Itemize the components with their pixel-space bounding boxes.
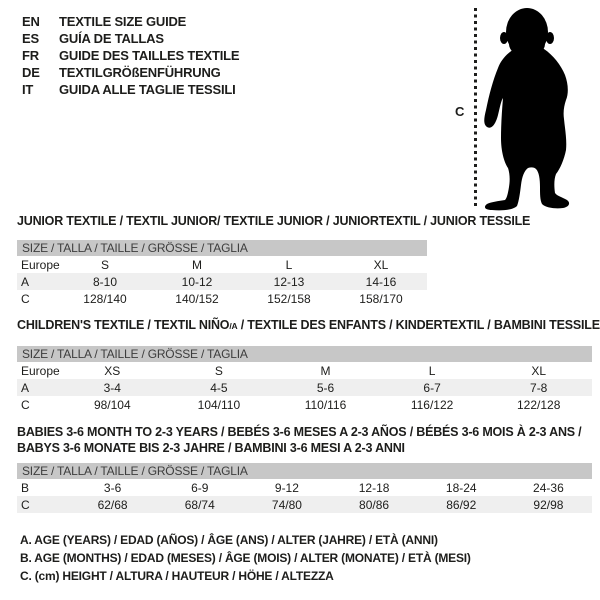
table-cell: 104/110 bbox=[197, 397, 241, 412]
row-label-cell: C bbox=[21, 291, 30, 306]
babies-textile-table bbox=[17, 424, 592, 513]
table-cell: M bbox=[320, 363, 331, 378]
table-cell: 4-5 bbox=[210, 380, 228, 395]
table-cell: 18-24 bbox=[445, 480, 477, 495]
lang-row-de bbox=[22, 64, 239, 81]
table-rows bbox=[17, 362, 592, 413]
table-cell: 14-16 bbox=[365, 274, 397, 289]
table-cell: 122/128 bbox=[516, 397, 561, 412]
table-title: JUNIOR TEXTILE / TEXTIL JUNIOR/ TEXTILE JUNIOR / JUNIORTEXTIL / JUNIOR TESSILE bbox=[17, 214, 531, 228]
row-label-cell: C bbox=[21, 397, 30, 412]
table-cell: 3-6 bbox=[103, 480, 122, 495]
table-cell: 68/74 bbox=[184, 497, 215, 512]
row-label-cell: Europe bbox=[21, 257, 60, 272]
table-title bbox=[17, 318, 600, 333]
table-row bbox=[17, 479, 592, 496]
row-label-cell: B bbox=[21, 480, 30, 495]
lang-row-en bbox=[22, 13, 239, 30]
toddler-silhouette-icon bbox=[478, 2, 582, 214]
table-rows bbox=[17, 479, 592, 513]
table-cell: 10-12 bbox=[181, 274, 213, 289]
title-rest: / TEXTILE DES ENFANTS / KINDERTEXTIL / BAMBINI TESSILE bbox=[237, 318, 600, 332]
size-header-bar: SIZE / TALLA / TAILLE / GRÖSSE / TAGLIA bbox=[17, 346, 592, 362]
row-label-cell: Europe bbox=[21, 363, 60, 378]
table-cell: 86/92 bbox=[446, 497, 477, 512]
lang-code: ES bbox=[22, 31, 39, 46]
table-cell: 7-8 bbox=[530, 380, 548, 395]
footnotes bbox=[20, 531, 471, 585]
table-cell: 110/116 bbox=[304, 397, 347, 412]
table-cell: 6-9 bbox=[191, 480, 209, 495]
table-cell: XS bbox=[104, 363, 121, 378]
table-cell: L bbox=[285, 257, 293, 272]
title-line1: BABIES 3-6 MONTH TO 2-3 YEARS / BEBÉS 3-6 MESES A 2-3 AÑOS / BÉBÉS 3-6 MOIS À 2-3 ANS / bbox=[17, 425, 582, 439]
table-cell: 9-12 bbox=[274, 480, 299, 495]
table-cell: 80/86 bbox=[359, 497, 390, 512]
title-subscript: /A bbox=[229, 321, 238, 331]
height-measure-label: C bbox=[455, 104, 465, 119]
table-cell: 12-18 bbox=[358, 480, 390, 495]
size-header-bar: SIZE / TALLA / TAILLE / GRÖSSE / TAGLIA bbox=[17, 240, 427, 256]
footnote-c: C. (cm) HEIGHT / ALTURA / HAUTEUR / HÖHE / ALTEZZA bbox=[20, 569, 334, 583]
table-cell: 152/158 bbox=[267, 291, 311, 306]
table-cell: 140/152 bbox=[175, 291, 219, 306]
lang-title: GUÍA DE TALLAS bbox=[59, 31, 164, 46]
row-label-cell: C bbox=[21, 497, 30, 512]
row-label-cell: A bbox=[21, 380, 30, 395]
table-title bbox=[17, 424, 592, 456]
footnote-b: B. AGE (MONTHS) / EDAD (MESES) / ÂGE (MOIS) / ALTER (MONATE) / ETÀ (MESI) bbox=[20, 551, 471, 565]
table-cell: 74/80 bbox=[271, 497, 302, 512]
row-label-cell: A bbox=[21, 274, 30, 289]
table-cell: 158/170 bbox=[359, 291, 403, 306]
table-row bbox=[17, 362, 592, 379]
size-header-bar: SIZE / TALLA / TAILLE / GRÖSSE / TAGLIA bbox=[17, 463, 592, 479]
table-cell: 3-4 bbox=[103, 380, 121, 395]
table-cell: 128/140 bbox=[83, 291, 127, 306]
table-cell: 12-13 bbox=[273, 274, 305, 289]
table-cell: 98/104 bbox=[93, 397, 131, 412]
table-row bbox=[17, 379, 592, 396]
junior-textile-table bbox=[17, 214, 531, 307]
table-cell: XL bbox=[531, 363, 547, 378]
table-row bbox=[17, 256, 427, 273]
table-cell: S bbox=[214, 363, 223, 378]
title-main: CHILDREN'S TEXTILE / TEXTIL NIÑO bbox=[17, 318, 230, 332]
table-cell: 6-7 bbox=[423, 380, 441, 395]
lang-code: FR bbox=[22, 48, 39, 63]
table-cell: 8-10 bbox=[92, 274, 118, 289]
table-cell: 5-6 bbox=[316, 380, 335, 395]
language-title-list bbox=[22, 13, 239, 98]
table-row bbox=[17, 496, 592, 513]
lang-row-es bbox=[22, 30, 239, 47]
lang-code: EN bbox=[22, 14, 40, 29]
table-rows bbox=[17, 256, 427, 307]
table-cell: M bbox=[192, 257, 202, 272]
table-row bbox=[17, 273, 427, 290]
children-textile-table bbox=[17, 318, 600, 413]
lang-title: TEXTILGRÖßENFÜHRUNG bbox=[59, 65, 221, 80]
table-cell: 62/68 bbox=[97, 497, 128, 512]
table-cell: 24-36 bbox=[533, 480, 564, 495]
lang-row-it bbox=[22, 81, 239, 98]
height-measure-dotted-line bbox=[474, 8, 477, 207]
table-cell: S bbox=[100, 257, 109, 272]
table-row bbox=[17, 290, 427, 307]
lang-code: IT bbox=[22, 82, 34, 97]
lang-row-fr bbox=[22, 47, 239, 64]
lang-title: GUIDE DES TAILLES TEXTILE bbox=[59, 48, 240, 63]
lang-title: GUIDA ALLE TAGLIE TESSILI bbox=[59, 82, 236, 97]
table-cell: XL bbox=[373, 257, 389, 272]
title-line2: BABYS 3-6 MONATE BIS 2-3 JAHRE / BAMBINI 3-6 MESI A 2-3 ANNI bbox=[17, 441, 405, 455]
table-row bbox=[17, 396, 592, 413]
lang-code: DE bbox=[22, 65, 40, 80]
footnote-a: A. AGE (YEARS) / EDAD (AÑOS) / ÂGE (ANS) / ALTER (JAHRE) / ETÀ (ANNI) bbox=[20, 533, 438, 547]
table-cell: 92/98 bbox=[533, 497, 564, 512]
table-cell: L bbox=[428, 363, 436, 378]
table-cell: 116/122 bbox=[410, 397, 454, 412]
lang-title: TEXTILE SIZE GUIDE bbox=[59, 14, 187, 29]
